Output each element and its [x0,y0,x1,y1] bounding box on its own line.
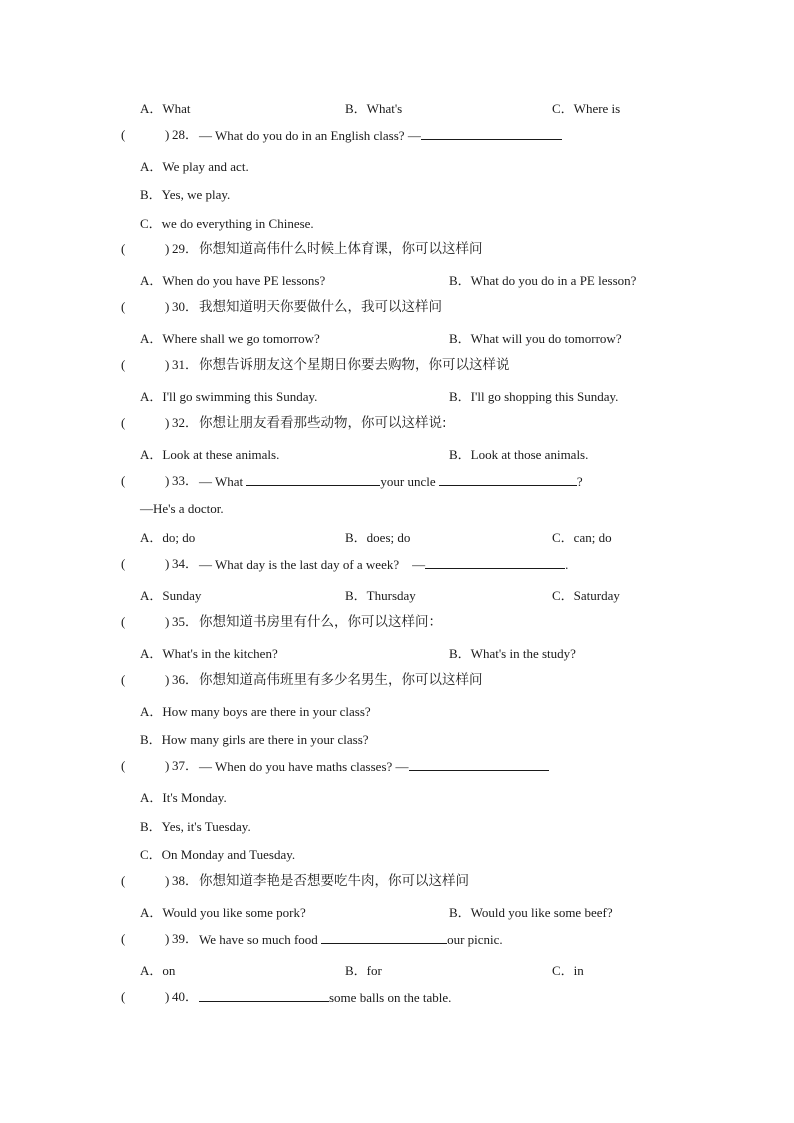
question-stem: — When do you have maths classes? — [199,758,549,775]
q32-option-b: B．Look at those animals. [449,447,589,462]
question-number: 31． [172,357,199,372]
answer-paren-open: ( [121,299,126,314]
q32-option-a: A．Look at these animals. [140,447,280,462]
answer-paren-open: ( [121,127,126,142]
question-number: 38． [172,873,199,888]
answer-paren-close[interactable]: ) [165,989,170,1004]
q39-option-a: A．on [140,963,176,978]
q30-option-b: B．What will you do tomorrow? [449,331,622,346]
q31-option-a: A．I'll go swimming this Sunday. [140,389,318,404]
answer-blank[interactable] [199,989,329,1002]
question-number: 30． [172,299,199,314]
q35-option-a: A．What's in the kitchen? [140,646,278,661]
answer-paren-close[interactable]: ) [165,357,170,372]
q34-option-a: A．Sunday [140,588,202,603]
q38-option-b: B．Would you like some beef? [449,905,613,920]
q38-option-a: A．Would you like some pork? [140,905,306,920]
question-number: 34． [172,556,199,571]
answer-paren-open: ( [121,415,126,430]
question-stem: — What do you do in an English class? — [199,127,562,144]
q36-option-b: B．How many girls are there in your class? [140,732,369,747]
answer-blank[interactable] [425,556,565,569]
q33-option-b: B．does; do [345,530,411,545]
answer-paren-open: ( [121,931,126,946]
q34-option-c: C．Saturday [552,588,620,603]
q28-option-c: C．we do everything in Chinese. [140,216,314,231]
answer-blank-2[interactable] [439,473,577,486]
answer-paren-close[interactable]: ) [165,931,170,946]
question-stem: 你想让朋友看看那些动物，你可以这样说: [199,415,447,431]
answer-paren-open: ( [121,672,126,687]
q27-option-b: B．What's [345,101,403,116]
q34-option-b: B．Thursday [345,588,416,603]
question-number: 33． [172,473,199,488]
q29-option-a: A．When do you have PE lessons? [140,273,326,288]
question-stem: some balls on the table. [199,989,451,1006]
answer-paren-open: ( [121,556,126,571]
q37-option-b: B．Yes, it's Tuesday. [140,819,251,834]
question-number: 39． [172,931,199,946]
q37-option-c: C．On Monday and Tuesday. [140,847,296,862]
answer-blank[interactable] [321,931,447,944]
question-number: 28． [172,127,199,142]
answer-paren-close[interactable]: ) [165,127,170,142]
question-number: 29． [172,241,199,256]
q31-option-b: B．I'll go shopping this Sunday. [449,389,619,404]
answer-paren-open: ( [121,614,126,629]
q28-option-b: B．Yes, we play. [140,187,231,202]
answer-paren-close[interactable]: ) [165,758,170,773]
answer-paren-close[interactable]: ) [165,415,170,430]
answer-blank[interactable] [421,127,562,140]
question-stem: 你想知道高伟什么时候上体育课，你可以这样问 [199,241,483,257]
answer-blank[interactable] [409,758,549,771]
question-stem: 你想知道书房里有什么，你可以这样问： [199,614,442,630]
answer-paren-open: ( [121,241,126,256]
answer-paren-close[interactable]: ) [165,873,170,888]
question-stem: 你想知道李艳是否想要吃牛肉，你可以这样问 [199,873,469,889]
question-number: 35． [172,614,199,629]
q37-option-a: A．It's Monday. [140,790,227,805]
q33-option-c: C．can; do [552,530,612,545]
q33-answer-line: —He's a doctor. [140,501,224,516]
answer-paren-open: ( [121,989,126,1004]
question-stem: — What your uncle ? [199,474,583,489]
q27-option-a: A．What [140,101,191,116]
answer-paren-close[interactable]: ) [165,299,170,314]
answer-paren-open: ( [121,473,126,488]
question-stem: 你想知道高伟班里有多少名男生，你可以这样问 [199,672,483,688]
answer-paren-close[interactable]: ) [165,672,170,687]
question-stem: — What day is the last day of a week? — . [199,557,569,572]
answer-paren-open: ( [121,873,126,888]
question-number: 40． [172,989,199,1004]
answer-blank-1[interactable] [246,473,380,486]
q28-option-a: A．We play and act. [140,159,249,174]
q33-option-a: A．do; do [140,530,196,545]
question-number: 37． [172,758,199,773]
q30-option-a: A．Where shall we go tomorrow? [140,331,320,346]
answer-paren-open: ( [121,357,126,372]
answer-paren-close[interactable]: ) [165,614,170,629]
question-stem: 我想知道明天你要做什么，我可以这样问 [199,299,442,315]
answer-paren-close[interactable]: ) [165,241,170,256]
answer-paren-open: ( [121,758,126,773]
q35-option-b: B．What's in the study? [449,646,576,661]
question-number: 32． [172,415,199,430]
answer-paren-close[interactable]: ) [165,473,170,488]
q39-option-c: C．in [552,963,584,978]
question-stem: We have so much food our picnic. [199,932,503,947]
question-number: 36． [172,672,199,687]
answer-paren-close[interactable]: ) [165,556,170,571]
q39-option-b: B．for [345,963,382,978]
q29-option-b: B．What do you do in a PE lesson? [449,273,637,288]
question-stem: 你想告诉朋友这个星期日你要去购物，你可以这样说 [199,357,510,373]
q27-option-c: C．Where is [552,101,621,116]
q36-option-a: A．How many boys are there in your class? [140,704,371,719]
